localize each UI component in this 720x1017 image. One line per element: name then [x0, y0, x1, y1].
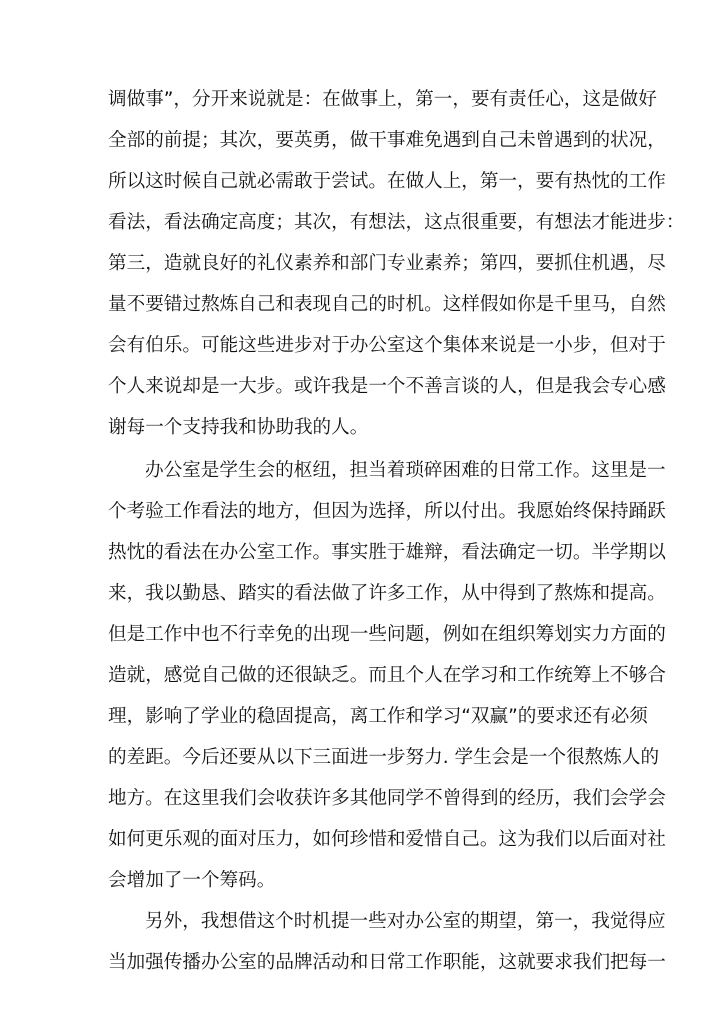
text-line: 的差距。今后还要从以下三面进一步努力. 学生会是一个很熬炼人的: [108, 747, 660, 768]
text-line: 看法，看法确定高度；其次，有想法，这点很重要，有想法才能进步：: [108, 212, 685, 233]
text-line: 如何更乐观的面对压力，如何珍惜和爱惜自己。这为我们以后面对社: [108, 829, 666, 850]
text-line: 会增加了一个筹码。: [108, 870, 276, 891]
text-line: 造就，感觉自己做的还很缺乏。而且个人在学习和工作统筹上不够合: [108, 665, 666, 686]
text-line: 热忱的看法在办公室工作。事实胜于雄辩，看法确定一切。半学期以: [108, 542, 666, 563]
text-line: 第三，造就良好的礼仪素养和部门专业素养；第四，要抓住机遇，尽: [108, 253, 666, 274]
text-line: 理，影响了学业的稳固提高，离工作和学习“双赢”的要求还有必须: [108, 706, 648, 727]
text-line: 全部的前提；其次，要英勇，做干事难免遇到自己未曾遇到的状况，: [108, 130, 666, 151]
text-line: 会有伯乐。可能这些进步对于办公室这个集体来说是一小步，但对于: [108, 335, 666, 356]
text-line: 量不要错过熬炼自己和表现自己的时机。这样假如你是千里马，自然: [108, 294, 666, 315]
text-line: 调做事”，分开来说就是：在做事上，第一，要有责任心，这是做好: [108, 89, 657, 110]
text-line: 来，我以勤恳、踏实的看法做了许多工作，从中得到了熬炼和提高。: [108, 583, 666, 604]
text-line: 当加强传播办公室的品牌活动和日常工作职能，这就要求我们把每一: [108, 952, 666, 973]
text-line: 谢每一个支持我和协助我的人。: [108, 417, 369, 438]
text-line: 个人来说却是一大步。或许我是一个不善言谈的人，但是我会专心感: [108, 376, 666, 397]
text-line: 但是工作中也不行幸免的出现一些问题，例如在组织筹划实力方面的: [108, 624, 666, 645]
text-line: 地方。在这里我们会收获许多其他同学不曾得到的经历，我们会学会: [108, 788, 666, 809]
text-line: 所以这时候自己就必需敢于尝试。在做人上，第一，要有热忱的工作: [108, 171, 666, 192]
text-line: 个考验工作看法的地方，但因为选择，所以付出。我愿始终保持踊跃: [108, 501, 666, 522]
text-line: 另外，我想借这个时机提一些对办公室的期望，第一，我觉得应: [145, 911, 666, 932]
text-line: 办公室是学生会的枢纽，担当着琐碎困难的日常工作。这里是一: [145, 460, 666, 481]
